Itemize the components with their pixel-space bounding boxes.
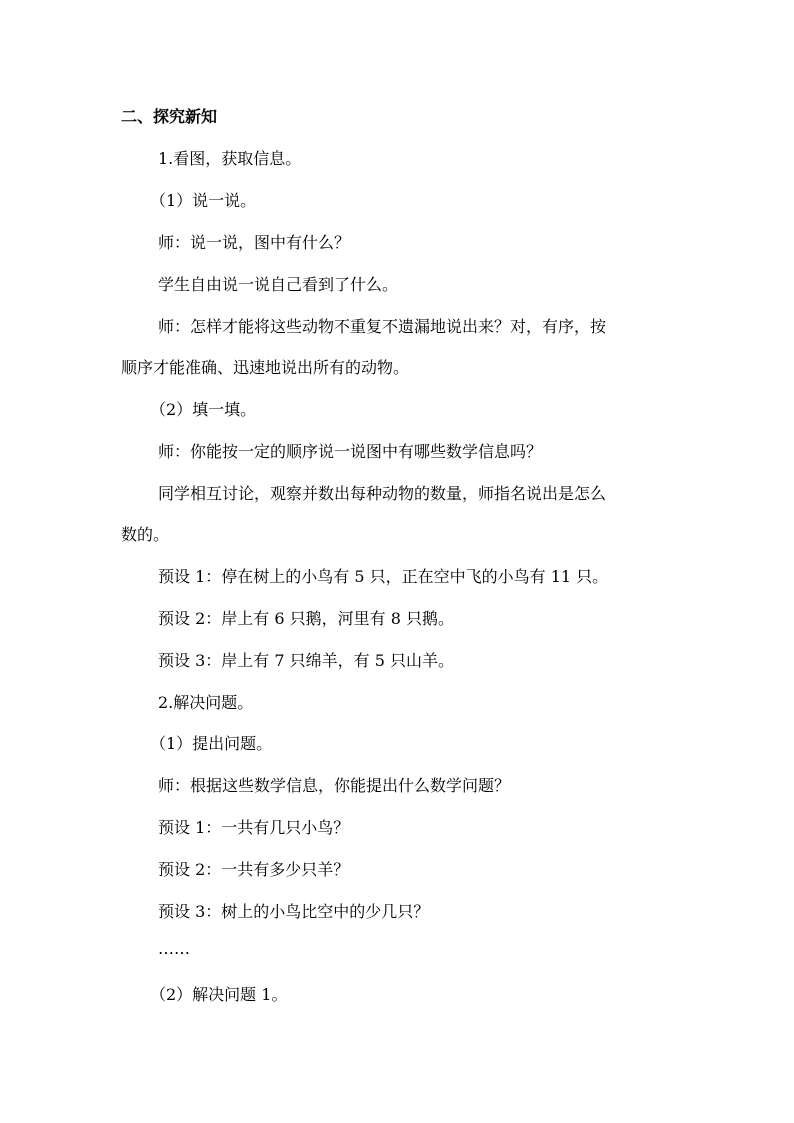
text-line-1: 1.看图，获取信息。 [158,149,302,168]
text-line-19: 预设 3：树上的小鸟比空中的少几只？ [158,902,430,921]
text-line-17: 预设 1：一共有几只小鸟？ [158,818,350,837]
text-line-4: 学生自由说一说自己看到了什么。 [158,275,399,294]
section-heading: 二、探究新知 [121,107,218,126]
text-line-13: 预设 3：岸上有 7 只绵羊，有 5 只山羊。 [158,651,454,670]
text-line-12: 预设 2：岸上有 6 只鹅，河里有 8 只鹅。 [158,609,454,628]
text-line-5: 师：怎样才能将这些动物不重复不遗漏地说出来？对，有序，按 [158,317,607,336]
text-line-6: 顺序才能准确、迅速地说出所有的动物。 [121,358,410,377]
text-line-3: 师：说一说，图中有什么？ [158,233,351,252]
text-line-15: （1）提出问题。 [150,734,273,753]
text-line-21: （2）解决问题 1。 [150,985,288,1004]
text-line-16: 师：根据这些数学信息，你能提出什么数学问题？ [158,776,511,795]
text-line-20: …… [158,939,190,958]
text-line-7: （2）填一填。 [150,400,257,419]
text-line-8: 师：你能按一定的顺序说一说图中有哪些数学信息吗？ [158,442,543,461]
text-line-14: 2.解决问题。 [158,693,254,712]
text-line-2: （1）说一说。 [150,191,257,210]
text-line-18: 预设 2：一共有多少只羊？ [158,860,350,879]
text-line-10: 数的。 [121,525,170,544]
text-line-11: 预设 1：停在树上的小鸟有 5 只，正在空中飞的小鸟有 11 只。 [158,567,609,586]
text-line-9: 同学相互讨论，观察并数出每种动物的数量，师指名说出是怎么 [158,484,607,503]
